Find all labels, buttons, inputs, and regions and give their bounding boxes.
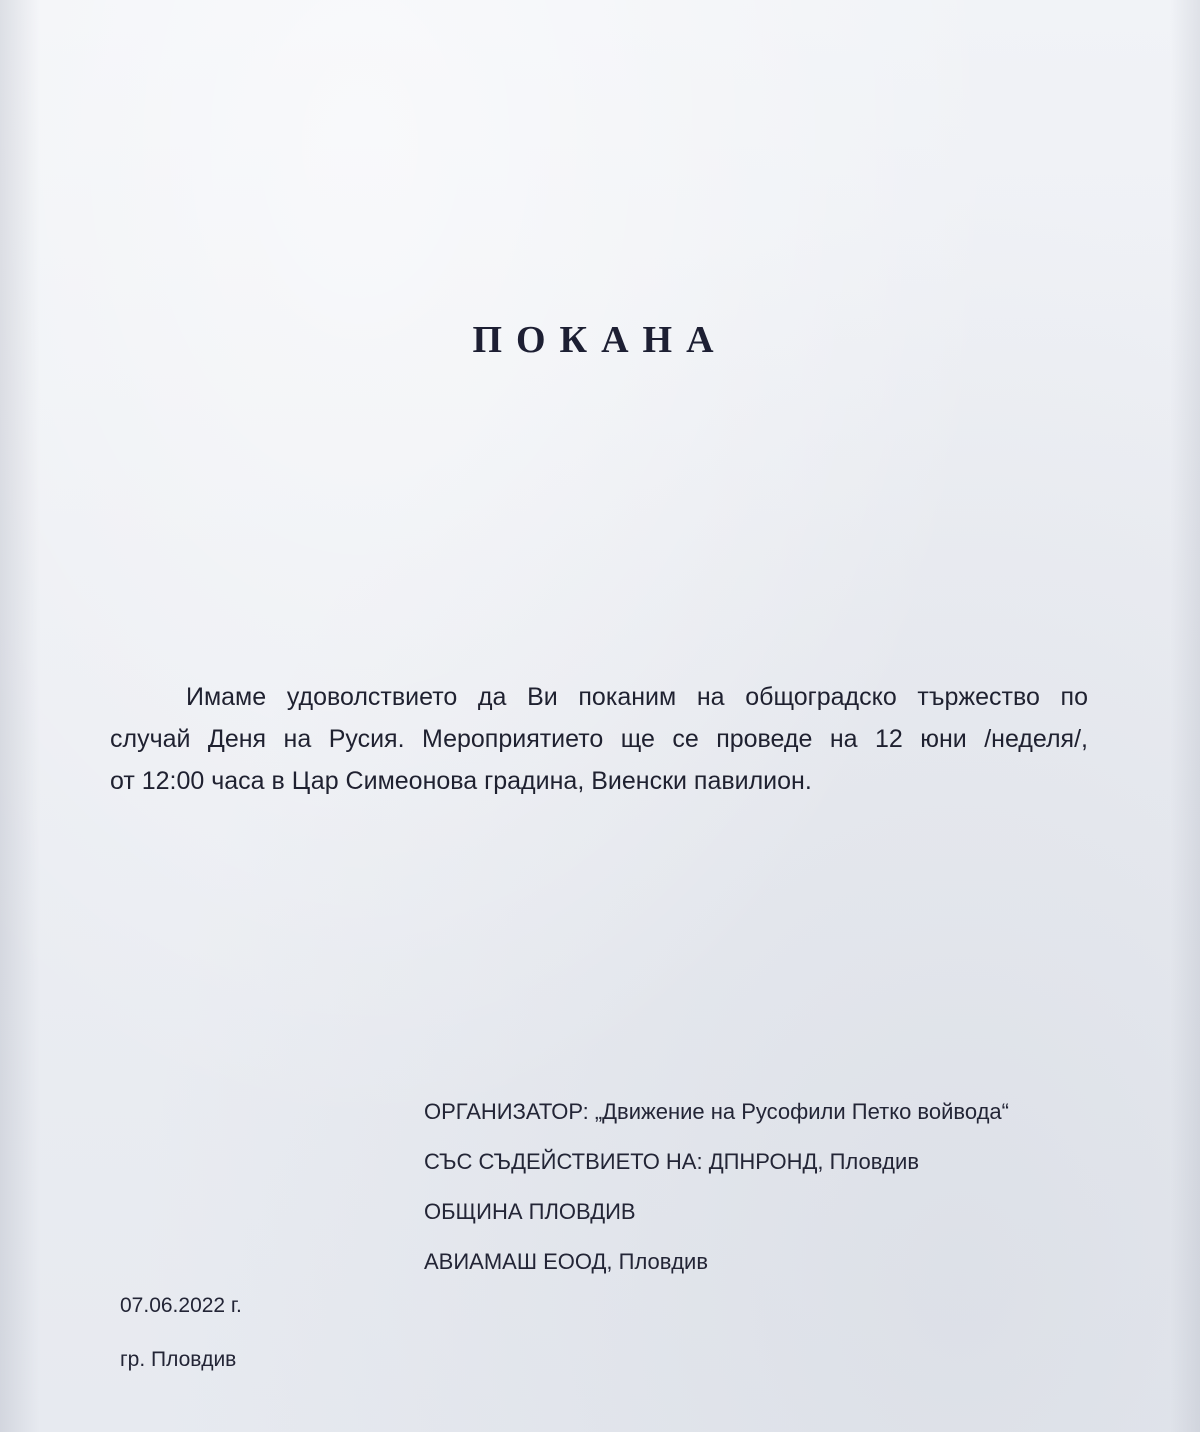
sponsor-line: АВИАМАШ ЕООД, Пловдив [424, 1249, 709, 1274]
credits-block [424, 1092, 1009, 1292]
invitation-body [110, 676, 1088, 802]
organizer-line: ОРГАНИЗАТОР: „Движение на Русофили Петко войвода“ [424, 1099, 1009, 1124]
body-line-3: от 12:00 часа в Цар Симеонова градина, Виенски павилион. [110, 767, 812, 795]
municipality-line: ОБЩИНА ПЛОВДИВ [424, 1199, 636, 1224]
body-line-2: случай Деня на Русия. Мероприятието ще се проведе на 12 юни /неделя/, [110, 725, 1088, 753]
document-place: гр. Пловдив [120, 1348, 237, 1371]
document-title: ПОКАНА [472, 319, 728, 361]
document-date: 07.06.2022 г. [120, 1294, 242, 1317]
assistance-line: СЪС СЪДЕЙСТВИЕТО НА: ДПНРОНД, Пловдив [424, 1149, 919, 1174]
date-place-block [120, 1286, 242, 1394]
body-line-1: Имаме удоволствието да Ви поканим на общоградско тържество по [186, 683, 1088, 711]
